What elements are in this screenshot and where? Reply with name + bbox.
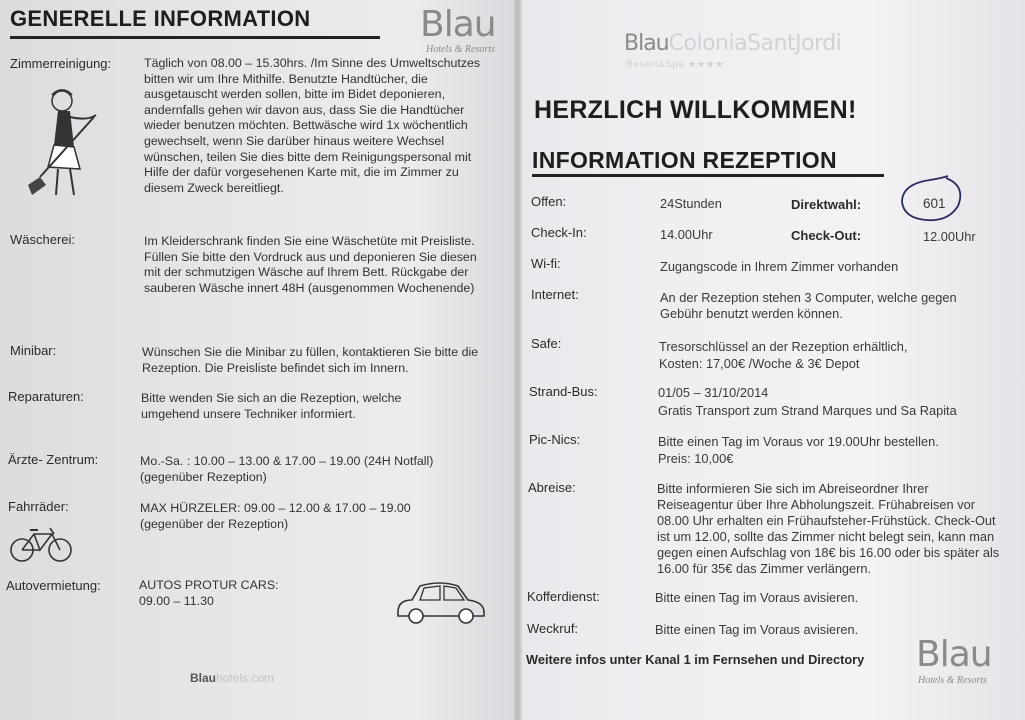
label-strandbus: Strand-Bus: [529,384,598,399]
value-weckruf: Bitte einen Tag im Voraus avisieren. [655,622,859,637]
footer-brand: Blau [190,671,217,685]
value-strandbus-line2: Gratis Transport zum Strand Marques und Sa Rapita [658,403,957,418]
text-minibar: Wünschen Sie die Minibar zu füllen, kontaktieren Sie bitte die Rezeption. Die Preisliste befindet sich im Innern. [142,345,479,375]
right-page [518,0,1025,720]
colonia-logo-sub: Resort&Spa ★★★★ [626,59,725,69]
value-internet: An der Rezeption stehen 3 Computer, welche gegen Gebühr benutzt werden können. [660,290,957,321]
text-autovermietung-line2: 09.00 – 11.30 [139,594,214,608]
text-autovermietung-line1: AUTOS PROTUR CARS: [139,578,279,592]
maid-illustration-icon [22,85,112,200]
label-offen: Offen: [531,194,567,209]
label-aerzte: Ärzte- Zentrum: [8,452,99,467]
label-wifi: Wi-fi: [531,256,561,271]
value-checkout: 12.00Uhr [923,229,976,244]
colonia-logo-brand: Blau [624,31,669,56]
text-waescherei: Im Kleiderschrank finden Sie eine Wäschetüte mit Preisliste. Füllen Sie bitte den Vordruck aus und deponieren Sie diesen mit der schmutzigen Wäsche auf Ihrem Bett. Rückgabe der sauberen Wäsche innert 48H (ausgenommen Wochenende) [144,234,477,295]
blau-logo-bottom-sub: Hotels & Resorts [918,675,987,686]
value-offen: 24Stunden [660,196,722,211]
label-reparaturen: Reparaturen: [8,389,84,404]
label-zimmerreinigung: Zimmerreinigung: [10,56,112,71]
value-kofferdienst: Bitte einen Tag im Voraus avisieren. [655,590,859,605]
footer-note: Weitere infos unter Kanal 1 im Fernsehen und Directory [526,652,865,667]
left-footer [190,671,274,685]
colonia-logo [624,30,841,56]
label-direktwahl: Direktwahl: [791,197,862,212]
label-abreise: Abreise: [528,480,576,495]
label-autovermietung: Autovermietung: [6,578,101,593]
text-aerzte: Mo.-Sa. : 10.00 – 13.00 & 17.00 – 19.00 (24H Notfall) (gegenüber Rezeption) [140,454,434,484]
label-fahrraeder: Fahrräder: [8,499,69,514]
blau-logo-sub: Hotels & Resorts [426,44,495,55]
left-title: GENERELLE INFORMATION [10,6,311,31]
label-internet: Internet: [531,287,579,302]
bicycle-icon [8,524,74,564]
colonia-logo-name: ColoniaSantJordi [668,31,842,56]
footer-domain: hotels.com [216,671,275,685]
value-checkin: 14.00Uhr [660,227,713,242]
text-reparaturen: Bitte wenden Sie sich an die Rezeption, welche umgehend unsere Techniker informiert. [141,391,402,421]
text-fahrraeder: MAX HÜRZELER: 09.00 – 12.00 & 17.00 – 19.00 (gegenüber der Rezeption) [140,501,411,531]
page-fold [514,0,524,720]
rezeption-underline [532,174,884,177]
value-picnics-line1: Bitte einen Tag im Voraus vor 19.00Uhr bestellen. [658,434,939,449]
label-picnics: Pic-Nics: [529,432,581,447]
value-safe-line1: Tresorschlüssel an der Rezeption erhältlich, [659,339,908,354]
label-checkin: Check-In: [531,225,587,240]
value-abreise: Bitte informieren Sie sich im Abreiseordner Ihrer Reiseagentur über Ihre Abholungszeit. Frühabreisen vor 08.00 Uhr erhalten ein Frühaufsteher-Frühstück. Check-Out ist um 12.00, sollte das Zimmer nicht belegt sein, kann man gegen einen Aufschlag von 18€ bis 16.00 oder bis später als 16.00 für 35€ das Zimmer verlängern. [657,481,1000,576]
welcome-heading: HERZLICH WILLKOMMEN! [534,96,857,124]
label-kofferdienst: Kofferdienst: [527,589,600,604]
value-wifi: Zugangscode in Ihrem Zimmer vorhanden [660,259,899,274]
title-underline [10,36,380,39]
blau-logo: Blau [420,4,496,45]
text-zimmerreinigung: Täglich von 08.00 – 15.30hrs. /Im Sinne des Umweltschutzes bitten wir um Ihre Mithilfe. Benutzte Handtücher, die ausgetauscht werden sollen, bitte im Bidet deponieren, andernfalls gehen wir davon aus, dass Sie die Handtücher wieder benutzen möchten. Bettwäsche wird 1x wöchentlich gewechselt, wenn Sie darüber hinaus weitere Wechsel wünschen, teilen Sie dies bitte dem Reinigungspersonal mit Hilfe der dafür vorgesehenen Karte mit, die im Zimmer zu diesem Zweck bereitliegt. [144,56,481,195]
label-checkout: Check-Out: [791,228,862,243]
blau-logo-bottom: Blau [916,634,992,675]
rezeption-title: INFORMATION REZEPTION [532,147,837,173]
value-direktwahl: 601 [923,196,946,211]
label-weckruf: Weckruf: [527,621,579,636]
car-icon [392,578,490,628]
value-picnics-line2: Preis: 10,00€ [658,451,734,466]
value-safe-line2: Kosten: 17,00€ /Woche & 3€ Depot [659,356,860,371]
label-minibar: Minibar: [10,343,57,358]
label-waescherei: Wäscherei: [10,232,76,247]
value-strandbus-line1: 01/05 – 31/10/2014 [658,385,769,400]
label-safe: Safe: [531,336,562,351]
